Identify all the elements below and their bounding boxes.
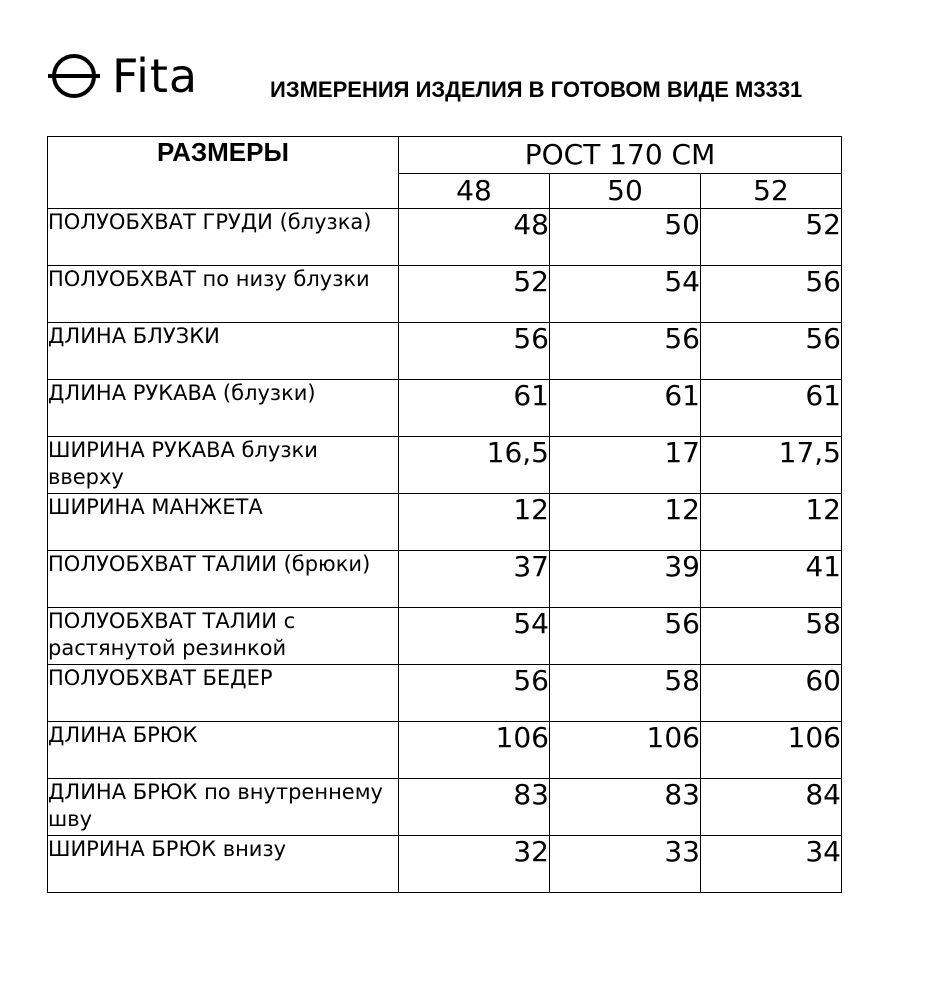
measurement-value: 16,5 bbox=[399, 437, 550, 494]
measurement-value: 56 bbox=[701, 323, 842, 380]
measurement-value: 48 bbox=[399, 209, 550, 266]
measurement-value: 56 bbox=[550, 323, 701, 380]
table-row bbox=[48, 494, 842, 551]
measurement-value: 52 bbox=[399, 266, 550, 323]
measurement-value: 61 bbox=[399, 380, 550, 437]
measurement-label: ДЛИНА БЛУЗКИ bbox=[48, 323, 399, 380]
measurement-value: 54 bbox=[399, 608, 550, 665]
table-row bbox=[48, 551, 842, 608]
measurement-label: ПОЛУОБХВАТ БЕДЕР bbox=[48, 665, 399, 722]
measurement-value: 106 bbox=[701, 722, 842, 779]
document-title: ИЗМЕРЕНИЯ ИЗДЕЛИЯ В ГОТОВОМ ВИДЕ М3331 bbox=[270, 77, 803, 102]
table-row bbox=[48, 209, 842, 266]
table-row bbox=[48, 836, 842, 893]
measurement-value: 12 bbox=[550, 494, 701, 551]
measurement-label: ШИРИНА МАНЖЕТА bbox=[48, 494, 399, 551]
measurement-value: 58 bbox=[701, 608, 842, 665]
brand-logo bbox=[46, 50, 198, 102]
fita-theta-icon bbox=[46, 50, 102, 102]
measurement-value: 33 bbox=[550, 836, 701, 893]
table-row bbox=[48, 323, 842, 380]
measurement-label: ПОЛУОБХВАТ ТАЛИИ с растянутой резинкой bbox=[48, 608, 399, 665]
measurement-value: 41 bbox=[701, 551, 842, 608]
measurement-label: ШИРИНА РУКАВА блузки вверху bbox=[48, 437, 399, 494]
measurement-value: 37 bbox=[399, 551, 550, 608]
measurement-value: 34 bbox=[701, 836, 842, 893]
measurement-label: ПОЛУОБХВАТ ГРУДИ (блузка) bbox=[48, 209, 399, 266]
measurement-label: ДЛИНА БРЮК bbox=[48, 722, 399, 779]
size-header-52: 52 bbox=[701, 174, 842, 209]
measurement-value: 106 bbox=[399, 722, 550, 779]
table-row bbox=[48, 437, 842, 494]
table-row bbox=[48, 722, 842, 779]
table-row bbox=[48, 266, 842, 323]
measurement-value: 52 bbox=[701, 209, 842, 266]
measurement-value: 12 bbox=[701, 494, 842, 551]
measurement-value: 32 bbox=[399, 836, 550, 893]
measurement-value: 39 bbox=[550, 551, 701, 608]
measurement-value: 56 bbox=[399, 323, 550, 380]
measurement-label: ПОЛУОБХВАТ ТАЛИИ (брюки) bbox=[48, 551, 399, 608]
measurement-value: 17,5 bbox=[701, 437, 842, 494]
table-row bbox=[48, 779, 842, 836]
measurement-label: ДЛИНА РУКАВА (блузки) bbox=[48, 380, 399, 437]
measurement-value: 56 bbox=[701, 266, 842, 323]
size-chart-table bbox=[47, 136, 842, 893]
measurement-value: 58 bbox=[550, 665, 701, 722]
measurement-label: ШИРИНА БРЮК внизу bbox=[48, 836, 399, 893]
sizes-corner-header: РАЗМЕРЫ bbox=[48, 137, 399, 209]
measurement-value: 106 bbox=[550, 722, 701, 779]
measurement-value: 61 bbox=[701, 380, 842, 437]
table-row bbox=[48, 380, 842, 437]
brand-name: Fita bbox=[112, 49, 199, 103]
height-header: РОСТ 170 СМ bbox=[399, 137, 842, 174]
measurement-value: 50 bbox=[550, 209, 701, 266]
measurement-value: 56 bbox=[550, 608, 701, 665]
table-row bbox=[48, 665, 842, 722]
measurement-value: 17 bbox=[550, 437, 701, 494]
size-header-50: 50 bbox=[550, 174, 701, 209]
table-row bbox=[48, 608, 842, 665]
measurement-value: 56 bbox=[399, 665, 550, 722]
size-header-48: 48 bbox=[399, 174, 550, 209]
measurement-value: 61 bbox=[550, 380, 701, 437]
header-row-height bbox=[48, 137, 842, 174]
measurement-value: 84 bbox=[701, 779, 842, 836]
measurement-value: 60 bbox=[701, 665, 842, 722]
measurement-value: 83 bbox=[399, 779, 550, 836]
measurement-label: ДЛИНА БРЮК по внутреннему шву bbox=[48, 779, 399, 836]
measurement-value: 83 bbox=[550, 779, 701, 836]
measurement-value: 12 bbox=[399, 494, 550, 551]
measurement-label: ПОЛУОБХВАТ по низу блузки bbox=[48, 266, 399, 323]
measurement-value: 54 bbox=[550, 266, 701, 323]
